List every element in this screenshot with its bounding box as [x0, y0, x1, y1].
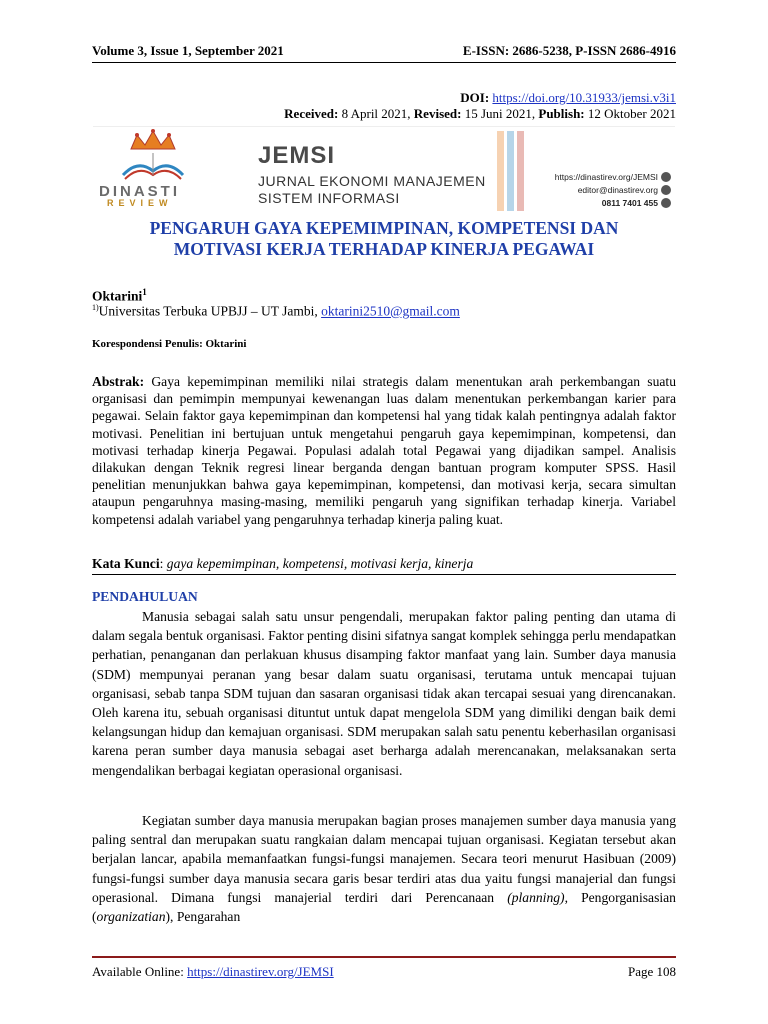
paragraph-1: Manusia sebagai salah satu unsur pengendali, merupakan faktor paling penting dan utama di dalam segala bentuk organisasi. Faktor penting disini sifatnya sangat komplek sehingga perlu mendapatkan perhatian, penanganan dan perlakuan khusus disamping faktor manfaat yang lain. Sumber daya manusia (SDM) mempunyai peranan yang besar dalam suatu organisasi, terutama untuk mencapai tujuan organisasi, sebab tanpa SDM tujuan dan sasaran organisasi tidak akan tercapai sesuai yang direncanakan. Oleh karena itu, sebuah organisasi dituntut untuk dapat mengelola SDM yang dimiliki dengan baik demi kelangsungan hidup dan kemajuan organisasi. SDM merupakan salah satu penentu keberhasilan organisasi karena peran sumber daya manusia sebagai aset berharga adalah merencanakan, melaksanakan serta mengendalikan berbagai kegiatan operasional organisasi. — [92, 609, 676, 778]
author-sup: 1 — [142, 287, 147, 297]
issn-info: E-ISSN: 2686-5238, P-ISSN 2686-4916 — [462, 43, 676, 58]
affil-text: Universitas Terbuka UPBJJ – UT Jambi, — [98, 303, 322, 319]
title-line2: MOTIVASI KERJA TERHADAP KINERJA PEGAWAI — [173, 239, 595, 259]
keywords-sep: : — [159, 556, 167, 571]
email-text[interactable]: editor@dinastirev.org — [577, 185, 658, 195]
journal-banner — [93, 126, 675, 215]
publish-label: Publish: — [538, 106, 585, 121]
paper-title — [92, 218, 676, 260]
footer-available — [92, 964, 334, 980]
para2-text-b: , Pengorganisasian ( — [92, 889, 676, 925]
abstract — [92, 373, 676, 528]
doi-link[interactable]: https://doi.org/10.31933/jemsi.v3i1 — [492, 90, 676, 105]
revised-date: 15 Juni 2021, — [464, 106, 536, 121]
footer-rule — [92, 956, 676, 958]
journal-name-line1: JURNAL EKONOMI MANAJEMEN — [258, 173, 486, 189]
whatsapp-icon — [661, 198, 671, 208]
author-email-link[interactable]: oktarini2510@gmail.com — [321, 303, 460, 319]
decor-stripe — [517, 131, 524, 211]
para2-text-a: Kegiatan sumber daya manusia merupakan bagian proses manajemen sumber daya manusia yang paling sentral dan merupakan suatu rangkaian dalam mencapai tujuan organisasi. Kegiatan tersebut akan berjalan lancar, apabila memanfaatkan fungsi-fungsi manajemen. Secara teori menurut Hasibuan (2009) fungsi-fungsi sumber daya manusia secara garis besar terdiri atas dua yaitu fungsi manajerial dan fungsi operasional. Dimana fungsi manajerial terdiri dari Perencanaan — [92, 813, 676, 905]
page-number: Page 108 — [627, 964, 676, 979]
doi-line — [460, 90, 676, 106]
para2-italic-2: organizatian — [96, 909, 166, 925]
dinasti-logo — [93, 127, 213, 215]
decor-stripe — [497, 131, 504, 211]
para2-italic-1: (planning) — [507, 889, 565, 905]
contact-website — [555, 172, 671, 182]
website-text[interactable]: https://dinastirev.org/JEMSI — [554, 172, 658, 182]
footer-link[interactable]: https://dinastirev.org/JEMSI — [187, 964, 334, 979]
keywords-rule — [92, 574, 676, 575]
paragraph-2 — [92, 811, 676, 926]
received-label: Received: — [284, 106, 339, 121]
phone-text: 0811 7401 455 — [601, 198, 658, 208]
doi-label: DOI: — [460, 90, 490, 105]
volume-info: Volume 3, Issue 1, September 2021 — [92, 43, 284, 58]
globe-icon — [661, 172, 671, 182]
logo-sub: REVIEW — [107, 198, 173, 208]
decor-stripe — [507, 131, 514, 211]
mail-icon — [661, 185, 671, 195]
journal-name-line2: SISTEM INFORMASI — [258, 190, 400, 206]
affiliation — [92, 303, 460, 320]
running-header — [92, 43, 676, 59]
contact-email — [578, 185, 671, 195]
header-rule — [92, 62, 676, 63]
keywords-text: gaya kepemimpinan, kompetensi, motivasi kerja, kinerja — [166, 556, 474, 571]
journal-abbr: JEMSI — [258, 142, 336, 169]
author-name — [92, 287, 147, 305]
affil-sup: 1) — [92, 303, 99, 312]
keywords-label: Kata Kunci — [92, 556, 160, 571]
correspondence: Korespondensi Penulis: Oktarini — [92, 338, 247, 350]
abstract-text: Gaya kepemimpinan memiliki nilai strategis dalam menentukan arah perkembangan suatu organisasi dan pemimpin mempunyai kewenangan luas dalam menentukan perkembangan karier para pegawai. Selain faktor gaya kepemimpinan dan kompetensi hal yang tidak kalah pentingnya adalah faktor motivasi. Penelitian ini bertujuan untuk mengetahui pengaruh gaya kepemimpinan, kompetensi, dan motivasi terhadap kinerja Pegawai. Populasi adalah total Pegawai yang dijadikan sampel. Analisis dilakukan dengan Teknik regresi linear berganda dengan bantuan program komputer SPSS. Hasil penelitian menunjukkan bahwa gaya kepemimpinan, kompetensi, dan motivasi kerja, secara simultan ataupun pengaruhnya masing-masing, memiliki pengaruh yang signifikan terhadap kinerja. Variabel kompetensi adalah variabel yang pengaruhnya terhadap kinerja paling kuat. — [92, 374, 676, 527]
keywords — [92, 556, 473, 572]
publish-date: 12 Oktober 2021 — [587, 106, 676, 121]
available-label: Available Online: — [92, 964, 188, 979]
received-date: 8 April 2021, — [341, 106, 411, 121]
abstract-label: Abstrak: — [92, 374, 145, 389]
revised-label: Revised: — [413, 106, 462, 121]
logo-word: DINASTI — [99, 183, 180, 200]
contact-phone — [602, 198, 671, 208]
section-heading: PENDAHULUAN — [92, 589, 198, 604]
para2-text-c: ), Pengarahan — [165, 909, 241, 925]
crown-book-icon — [93, 127, 213, 187]
dates-line — [284, 106, 676, 122]
author-text: Oktarini — [92, 288, 143, 304]
title-line1: PENGARUH GAYA KEPEMIMPINAN, KOMPETENSI DAN — [149, 218, 619, 238]
